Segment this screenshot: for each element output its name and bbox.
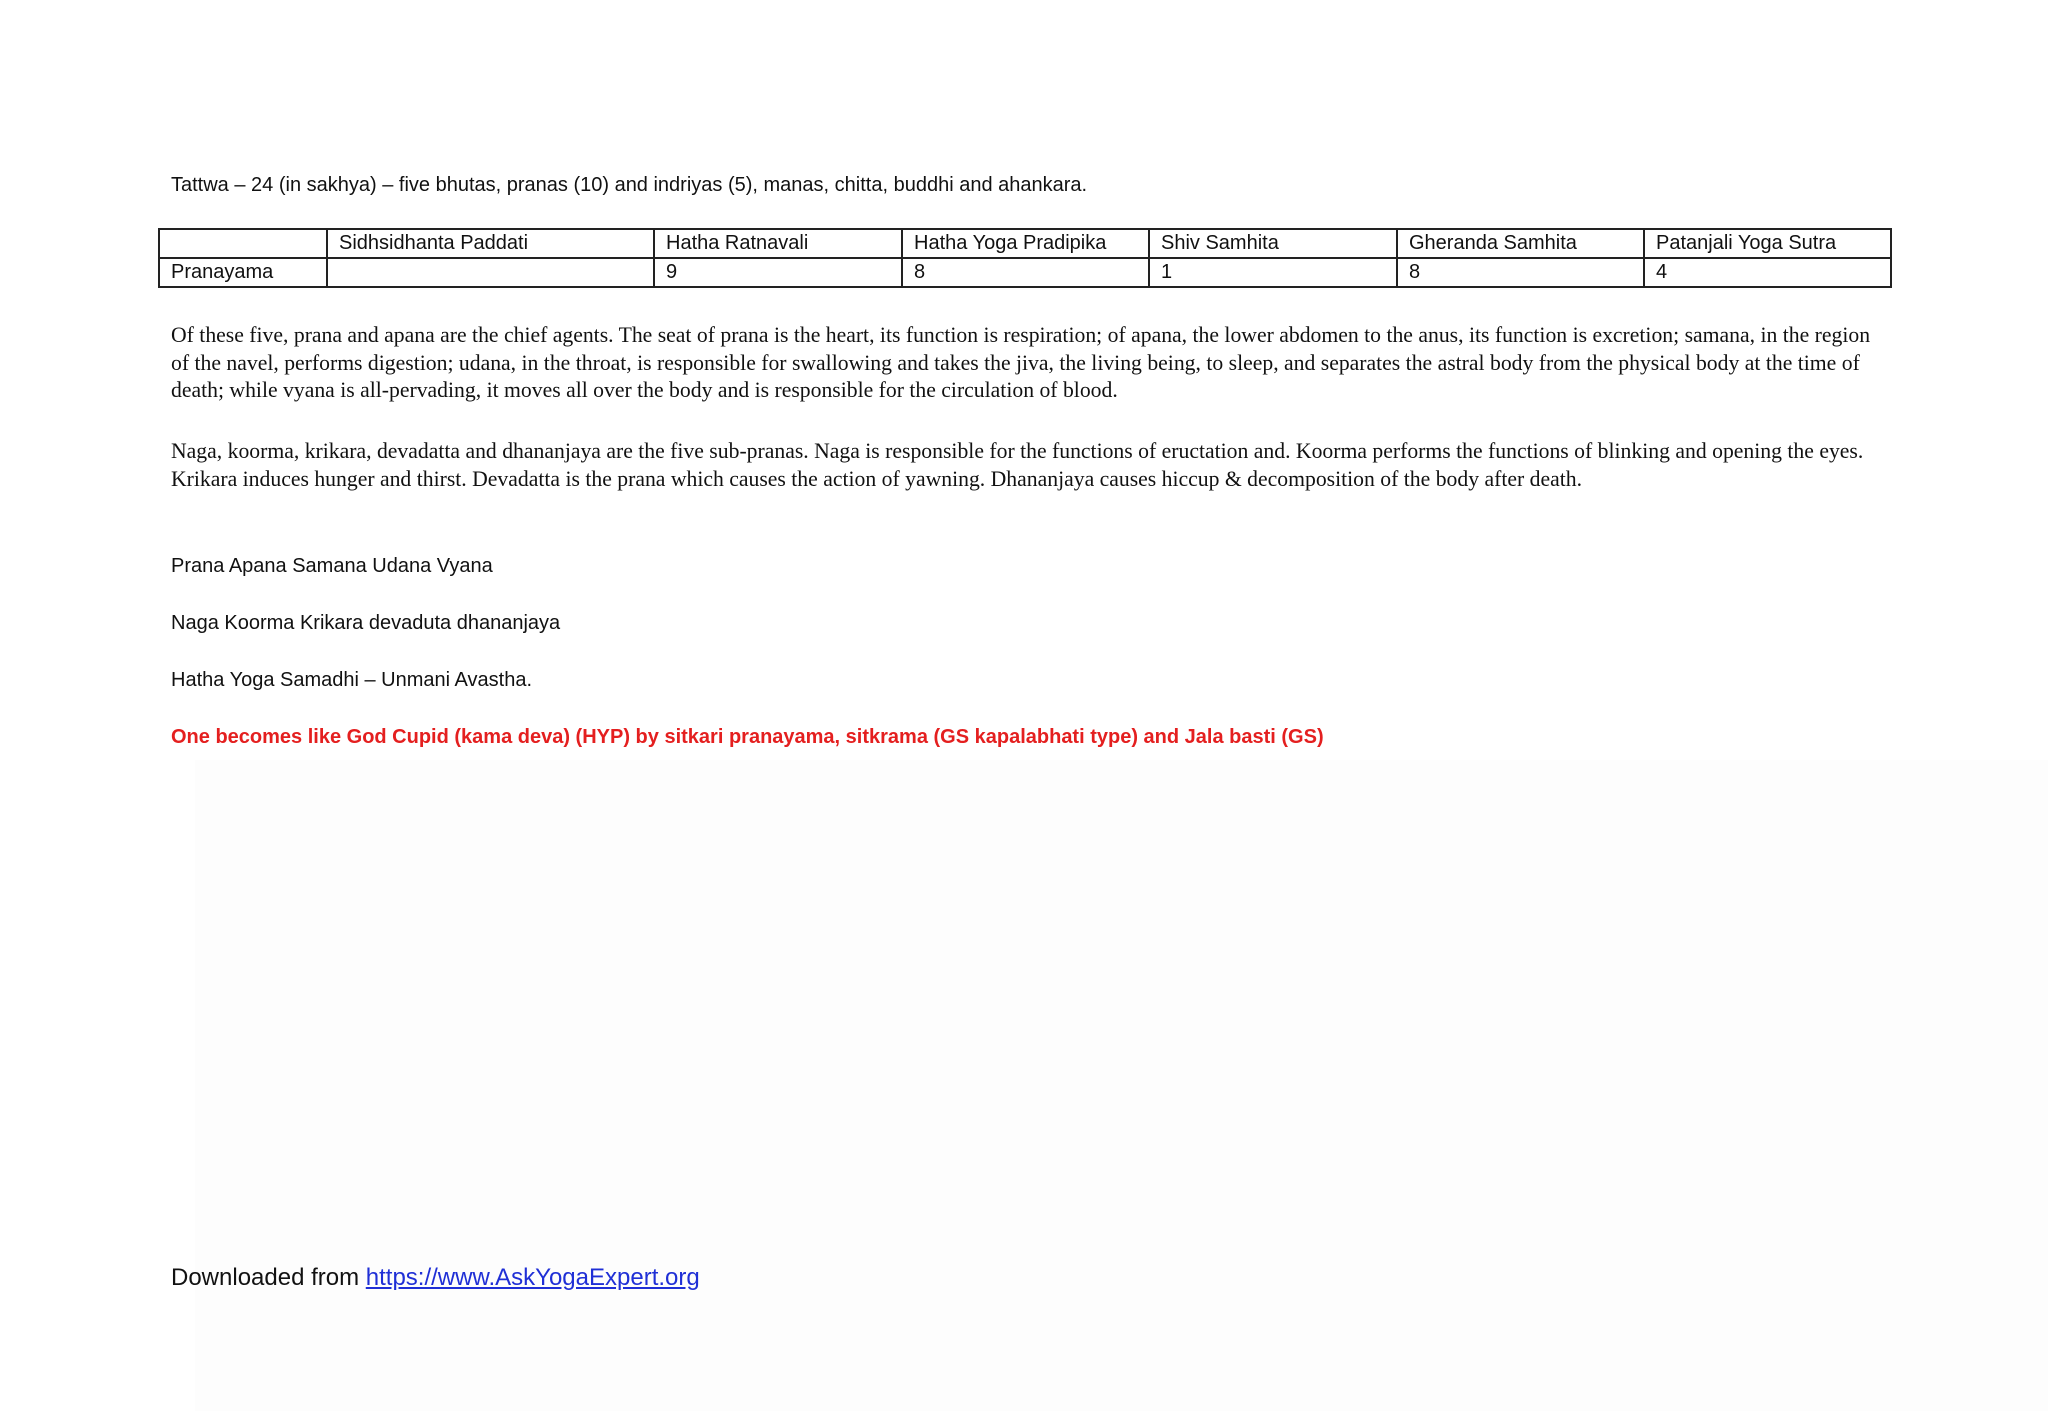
table-cell (327, 258, 654, 287)
pranas-list-line: Prana Apana Samana Udana Vyana (171, 555, 493, 577)
sub-pranas-list-line: Naga Koorma Krikara devaduta dhananjaya (171, 612, 561, 634)
pranayama-count-table (158, 228, 1892, 288)
tattwa-line: Tattwa – 24 (in sakhya) – five bhutas, pranas (10) and indriyas (5), manas, chitta, buddhi and ahankara. (171, 174, 1088, 196)
table-cell: 4 (1644, 258, 1891, 287)
highlighted-note: One becomes like God Cupid (kama deva) (HYP) by sitkari pranayama, sitkrama (GS kapalabhati type) and Jala basti (GS) (171, 726, 1324, 748)
footer-prefix: Downloaded from (171, 1264, 366, 1291)
page-shading (195, 760, 2048, 1411)
sub-pranas-paragraph: Naga, koorma, krikara, devadatta and dhananjaya are the five sub-pranas. Naga is responsible for the functions of eructation and. Koorma performs the functions of blinking and opening the eyes. Krikara induces hunger and thirst. Devadatta is the prana which causes the action of yawning. Dhananjaya causes hiccup & decomposition of the body after death. (171, 439, 1864, 491)
table-header-cell (159, 229, 327, 258)
table-row (159, 258, 1891, 287)
table-header-cell: Sidhsidhanta Paddati (327, 229, 654, 258)
pranas-paragraph: Of these five, prana and apana are the chief agents. The seat of prana is the heart, its function is respiration; of apana, the lower abdomen to the anus, its function is excretion; samana, in the region of the navel, performs digestion; udana, in the throat, is responsible for swallowing and takes the jiva, the living being, to sleep, and separates the astral body from the physical body at the time of death; while vyana is all-pervading, it moves all over the body and is responsible for the circulation of blood. (171, 323, 1871, 402)
footer-link[interactable]: https://www.AskYogaExpert.org (365, 1264, 700, 1291)
table-header-cell: Hatha Yoga Pradipika (902, 229, 1149, 258)
table-cell: 9 (654, 258, 902, 287)
table-header-cell: Gheranda Samhita (1397, 229, 1644, 258)
table-header-cell: Hatha Ratnavali (654, 229, 902, 258)
table-header-cell: Shiv Samhita (1149, 229, 1397, 258)
table-cell: 8 (902, 258, 1149, 287)
samadhi-line: Hatha Yoga Samadhi – Unmani Avastha. (171, 669, 532, 691)
table-cell: 1 (1149, 258, 1397, 287)
table-cell: 8 (1397, 258, 1644, 287)
table-cell: Pranayama (159, 258, 327, 287)
table-header-row (159, 229, 1891, 258)
download-footer (171, 1262, 700, 1294)
table-header-cell: Patanjali Yoga Sutra (1644, 229, 1891, 258)
